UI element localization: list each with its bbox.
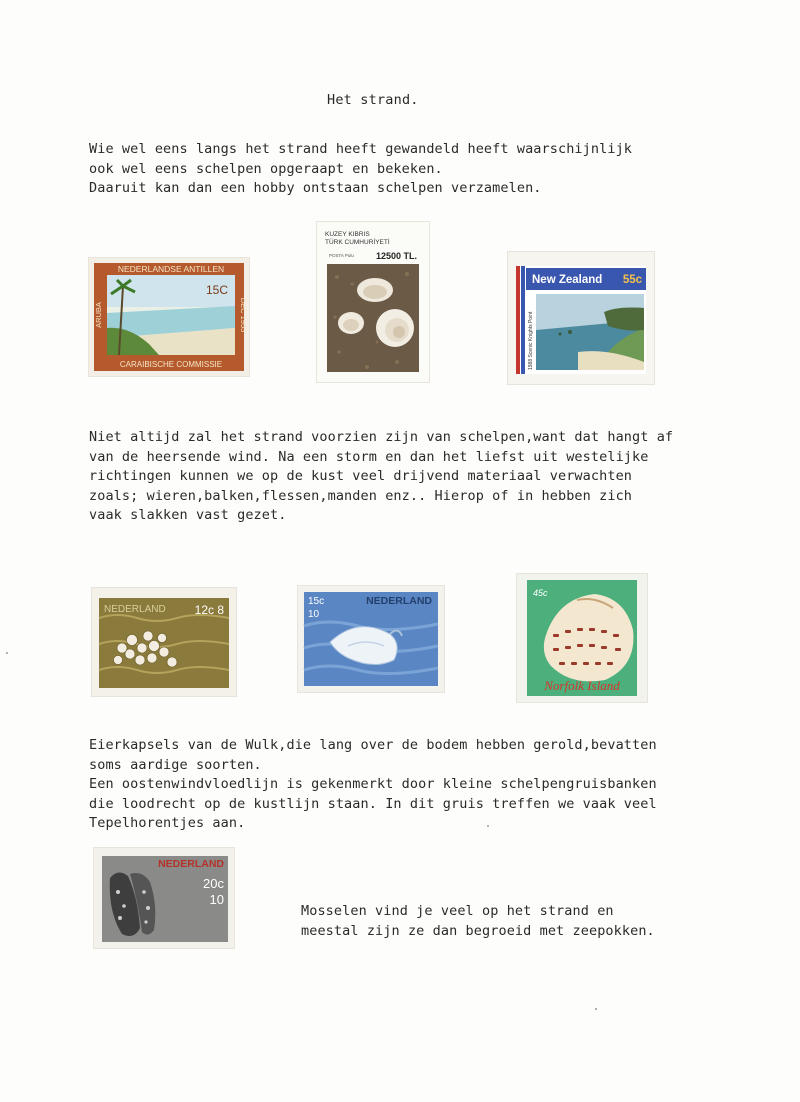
page-title: Het strand.	[327, 92, 419, 108]
nz-side-text: 1988 Scenic Knights Point	[528, 311, 534, 370]
cyprus-line1-text: KUZEY KIBRIS	[325, 231, 370, 238]
stamp-nederland-eggs	[92, 588, 236, 696]
ned-mussel-country-text: NEDERLAND	[158, 858, 224, 870]
paper-speck	[6, 652, 8, 654]
ned-whelk-value1-text: 15c	[308, 596, 325, 607]
whelk-paragraph	[89, 736, 657, 834]
stamp-nederland-eggs-art	[92, 588, 236, 696]
stamp-aruba	[89, 258, 249, 376]
text-line: die loodrecht op de kustlijn staan. In dit gruis treffen we vaak veel	[89, 795, 657, 812]
stamp-norfolk-island-art	[517, 574, 647, 702]
stamp-nederland-whelk-art	[298, 586, 444, 692]
stamp-north-cyprus	[317, 222, 429, 382]
text-line: van de heersende wind. Na een storm en dan het liefst uit westelijke	[89, 448, 649, 465]
stamp-new-zealand	[508, 252, 654, 384]
stamp-norfolk-island	[517, 574, 647, 702]
intro-paragraph	[89, 140, 632, 199]
text-line: Mosselen vind je veel op het strand en	[301, 903, 614, 919]
text-line: Een oostenwindvloedlijn is gekenmerkt door kleine schelpengruisbanken	[89, 776, 657, 792]
ned-whelk-value2-text: 10	[308, 609, 320, 620]
text-line: Niet altijd zal het strand voorzien zijn van schelpen,want dat hangt af	[89, 429, 674, 445]
aruba-side-right-text: DEC 1955	[239, 297, 248, 333]
stamp-nederland-mussel	[94, 848, 234, 948]
ned-mussel-value1-text: 20c	[203, 876, 224, 891]
norfolk-value-text: 45c	[533, 588, 548, 598]
text-line: soms aardige soorten.	[89, 756, 262, 773]
text-line: ook wel eens schelpen opgeraapt en bekeken.	[89, 160, 443, 177]
text-line: Tepelhorentjes aan.	[89, 815, 246, 831]
stamp-north-cyprus-art	[317, 222, 429, 382]
paper-speck	[487, 825, 489, 827]
text-line: Eierkapsels van de Wulk,die lang over de bodem hebben gerold,bevatten	[89, 737, 657, 753]
text-line: vaak slakken vast gezet.	[89, 507, 287, 523]
ned-eggs-value-text: 12c 8	[194, 603, 224, 617]
wind-paragraph	[89, 428, 673, 526]
aruba-bottom-text: CARAIBISCHE COMMISSIE	[119, 360, 223, 369]
cyprus-posta-text: POSTA Pulu	[329, 253, 354, 258]
stamp-nederland-mussel-art	[94, 848, 234, 948]
ned-eggs-country-text: NEDERLAND	[104, 604, 166, 615]
text-line: Wie wel eens langs het strand heeft gewandeld heeft waarschijnlijk	[89, 141, 633, 157]
mussel-paragraph	[301, 902, 655, 941]
paper-speck	[595, 1008, 597, 1010]
text-line: zoals; wieren,balken,flessen,manden enz.. Hierop of in hebben zich	[89, 487, 633, 504]
ned-mussel-value2-text: 10	[209, 892, 224, 907]
nz-country-text: New Zealand	[532, 274, 603, 286]
aruba-value-text: 15C	[205, 283, 229, 297]
cyprus-line2-text: TÜRK CUMHURİYETİ	[325, 239, 390, 246]
aruba-country-text: NEDERLANDSE ANTILLEN	[117, 264, 225, 274]
stamp-aruba-art	[89, 258, 249, 376]
text-line: Daaruit kan dan een hobby ontstaan schelpen verzamelen.	[89, 180, 542, 196]
aruba-side-left-text: ARUBA	[94, 302, 103, 328]
text-line: meestal zijn ze dan begroeid met zeepokken.	[301, 922, 655, 939]
cyprus-value-text: 12500 TL.	[375, 251, 417, 261]
norfolk-country-text: Norfolk Island	[544, 678, 620, 693]
nz-value-text: 55c	[622, 274, 642, 286]
text-line: richtingen kunnen we op de kust veel drijvend materiaal verwachten	[89, 468, 633, 484]
stamp-new-zealand-art	[508, 252, 654, 384]
ned-whelk-country-text: NEDERLAND	[366, 595, 432, 607]
stamp-nederland-whelk	[298, 586, 444, 692]
